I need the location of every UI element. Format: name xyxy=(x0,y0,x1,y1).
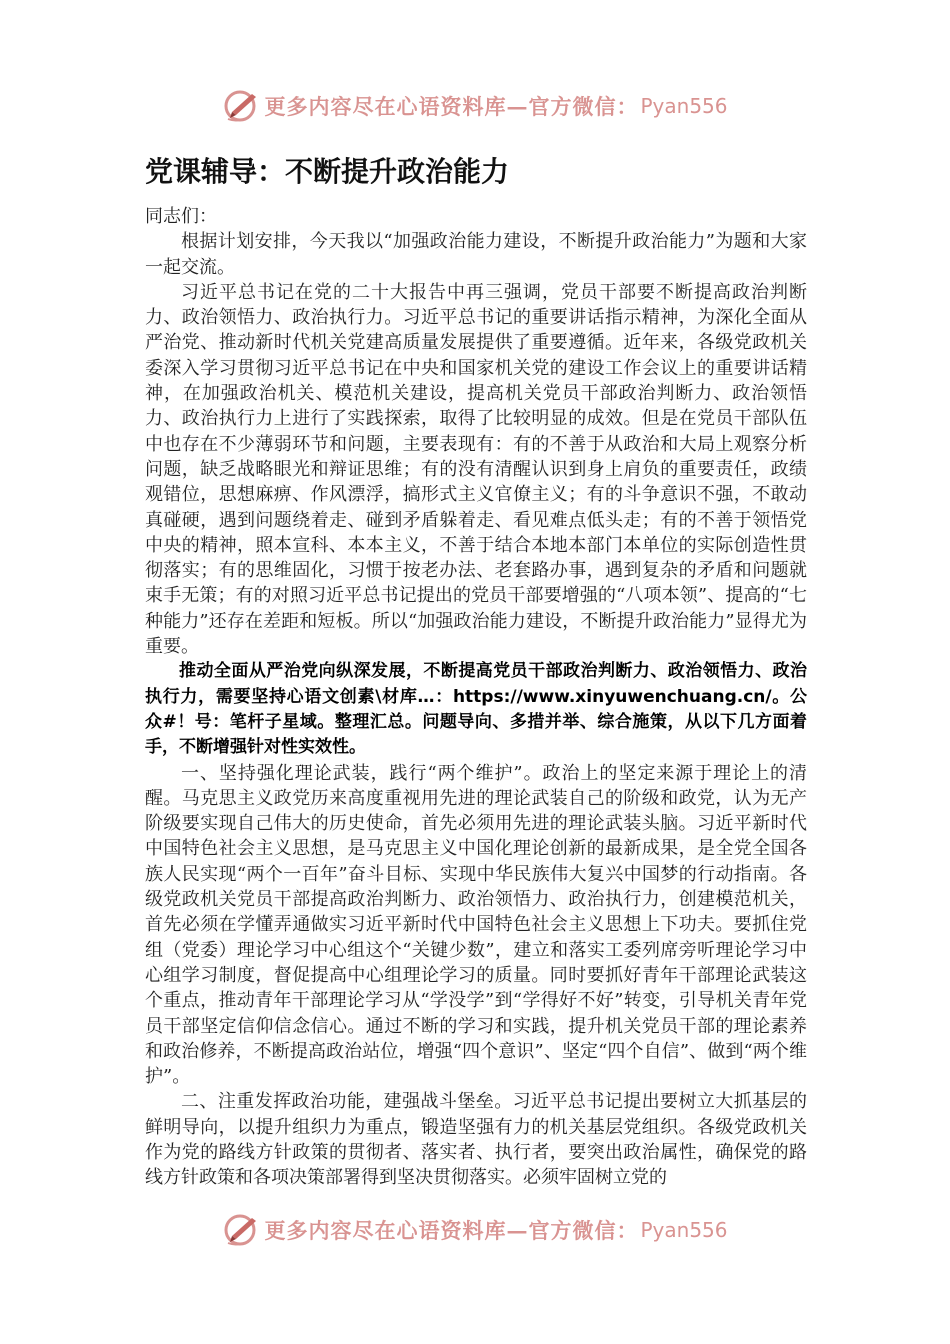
salutation: 同志们： xyxy=(145,206,217,227)
watermark-banner-top xyxy=(0,86,950,126)
paragraph: 二、注重发挥政治功能，建强战斗堡垒。习近平总书记提出要树立大抓基层的鲜明导向，以提升组织力为重点，锻造坚强有力的机关基层党组织。各级党政机关作为党的路线方针政策的贯彻者、落实者、执行者，要突出政治属性，确保党的路线方针政策和各项决策部署得到坚决贯彻落实。必须牢固树立党的 xyxy=(145,1091,807,1189)
pen-logo-icon xyxy=(222,86,262,126)
document-body xyxy=(145,204,807,1191)
watermark-banner-bottom xyxy=(0,1210,950,1250)
paragraph: 习近平总书记在党的二十大报告中再三强调，党员干部要不断提高政治判断力、政治领悟力、政治执行力。习近平总书记的重要讲话指示精神，为深化全面从严治党、推动新时代机关党建高质量发展提供了重要遵循。近年来，各级党政机关委深入学习贯彻习近平总书记在中央和国家机关党的建设工作会议上的重要讲话精神，在加强政治机关、模范机关建设，提高机关党员干部政治判断力、政治领悟力、政治执行力上进行了实践探索，取得了比较明显的成效。但是在党员干部队伍中也存在不少薄弱环节和问题，主要表现有：有的不善于从政治和大局上观察分析问题，缺乏战略眼光和辩证思维；有的没有清醒认识到身上肩负的重要责任，政绩观错位，思想麻痹、作风漂浮，搞形式主义官僚主义；有的斗争意识不强，不敢动真碰硬，遇到问题绕着走、碰到矛盾躲着走、看见难点低头走；有的不善于领悟党中央的精神，照本宣科、本本主义，不善于结合本地本部门本单位的实际创造性贯彻落实；有的思维固化，习惯于按老办法、老套路办事，遇到复杂的矛盾和问题就束手无策；有的对照习近平总书记提出的党员干部要增强的“八项本领”、提高的“七种能力”还存在差距和短板。所以“加强政治能力建设，不断提升政治能力”显得尤为重要。 xyxy=(145,281,807,658)
paragraph: 根据计划安排，今天我以“加强政治能力建设，不断提升政治能力”为题和大家一起交流。 xyxy=(145,231,807,278)
watermark-text: 更多内容尽在心语资料库—官方微信： xyxy=(264,1218,639,1243)
watermark-account: Pyan556 xyxy=(640,1218,728,1242)
paragraph-emphasis: 推动全面从严治党向纵深发展，不断提高党员干部政治判断力、政治领悟力、政治执行力，需要坚持心语文创素\材库…：https://www.xinyuwenchuang.cn/。公众#！号：笔杆子星域。整理汇总。问题导向、多措并举、综合施策，从以下几方面着手，不断增强针对性实效性。 xyxy=(145,661,807,758)
page-title: 党课辅导：不断提升政治能力 xyxy=(145,155,510,188)
watermark-account: Pyan556 xyxy=(640,94,728,118)
pen-logo-icon xyxy=(222,1210,262,1250)
paragraph: 一、坚持强化理论武装，践行“两个维护”。政治上的坚定来源于理论上的清醒。马克思主义政党历来高度重视用先进的理论武装自己的阶级和政党，认为无产阶级要实现自己伟大的历史使命，首先必须用先进的理论武装头脑。习近平新时代中国特色社会主义思想，是马克思主义中国化理论创新的最新成果，是全党全国各族人民实现“两个一百年”奋斗目标、实现中华民族伟大复兴中国梦的行动指南。各级党政机关党员干部提高政治判断力、政治领悟力、政治执行力，创建模范机关，首先必须在学懂弄通做实习近平新时代中国特色社会主义思想上下功夫。要抓住党组（党委）理论学习中心组这个“关键少数”，建立和落实工委列席旁听理论学习中心组学习制度，督促提高中心组理论学习的质量。同时要抓好青年干部理论武装这个重点，推动青年干部理论学习从“学没学”到“学得好不好”转变，引导机关青年党员干部坚定信仰信念信心。通过不断的学习和实践，提升机关党员干部的理论素养和政治修养，不断提高政治站位，增强“四个意识”、坚定“四个自信”、做到“两个维护”。 xyxy=(145,762,807,1088)
watermark-text: 更多内容尽在心语资料库—官方微信： xyxy=(264,94,639,119)
